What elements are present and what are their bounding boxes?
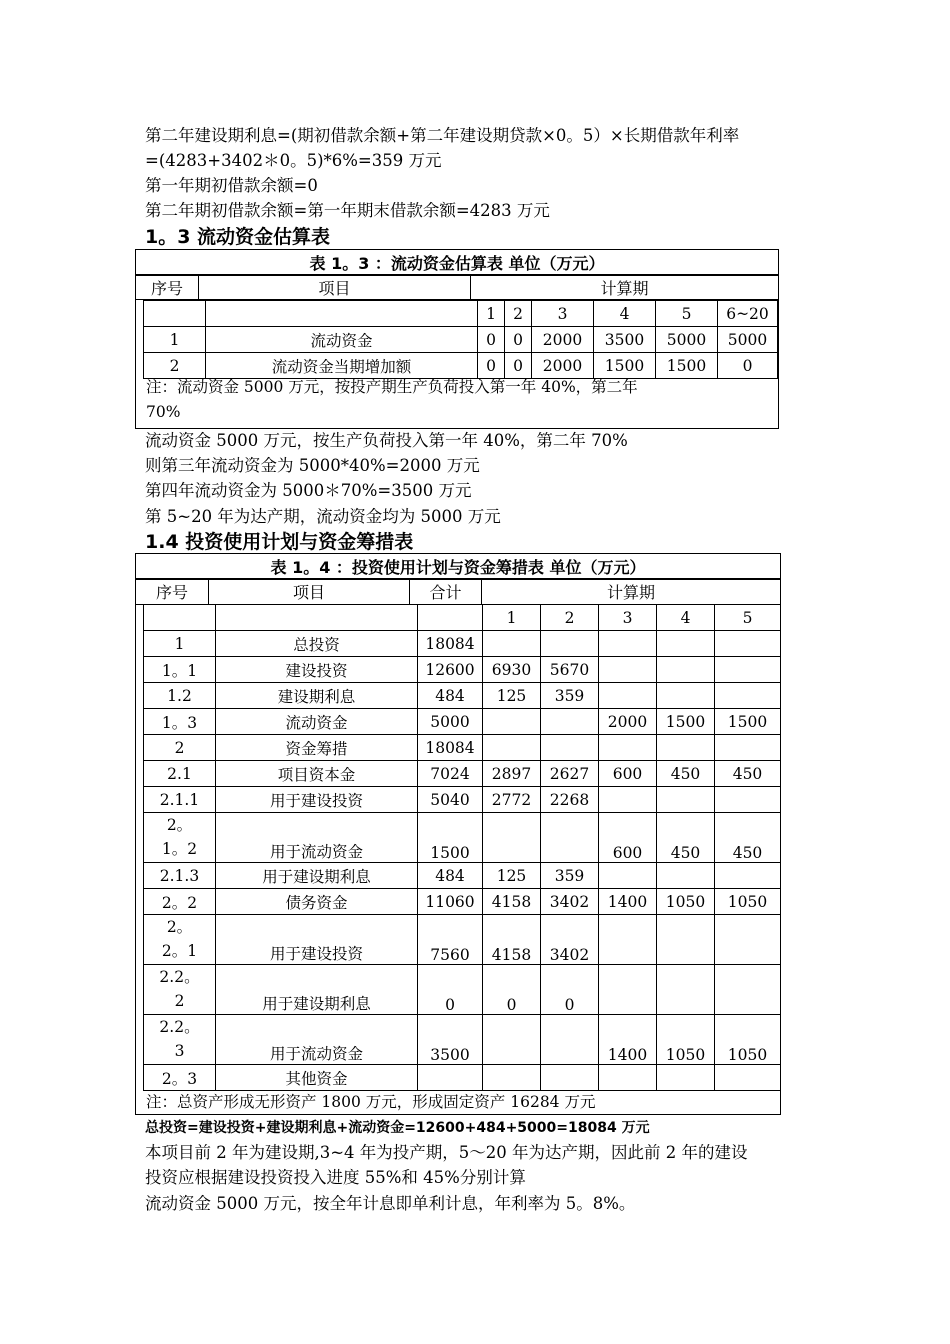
row-value: 5670 — [541, 657, 599, 683]
row-total: 0 — [418, 965, 483, 1015]
row-value: 4158 — [483, 915, 541, 965]
row-item: 用于建设投资 — [216, 787, 418, 813]
table-row — [144, 1065, 781, 1091]
row-value — [715, 631, 781, 657]
row-value — [541, 1065, 599, 1091]
row-value: 1050 — [715, 1015, 781, 1065]
row-value: 450 — [715, 813, 781, 863]
paragraph: 第四年流动资金为 5000＊70%=3500 万元 — [145, 481, 472, 500]
row-value — [657, 657, 715, 683]
row-seq: 2。3 — [144, 1065, 216, 1091]
row-total: 1500 — [418, 813, 483, 863]
table-1-3-body — [143, 300, 778, 379]
row-value: 600 — [599, 813, 657, 863]
row-value — [599, 657, 657, 683]
row-value — [657, 1065, 715, 1091]
row-value — [483, 813, 541, 863]
row-seq: 2 — [144, 735, 216, 761]
paragraph: 投资应根据建设投资投入进度 55%和 45%分别计算 — [145, 1168, 526, 1187]
row-value — [715, 863, 781, 889]
row-total: 7024 — [418, 761, 483, 787]
table-row — [144, 735, 781, 761]
row-value — [541, 813, 599, 863]
table-row: 1 流动资金 0 0 2000 3500 5000 5000 — [144, 327, 778, 353]
row-item: 用于建设期利息 — [216, 863, 418, 889]
row-value — [657, 631, 715, 657]
row-seq: 2。2 — [144, 889, 216, 915]
paragraph: 第二年建设期利息=(期初借款余额+第二年建设期贷款×0。5）×长期借款年利率 — [145, 126, 740, 145]
table-row — [144, 657, 781, 683]
row-value: 6930 — [483, 657, 541, 683]
row-value: 600 — [599, 761, 657, 787]
row-value — [715, 1065, 781, 1091]
row-value — [657, 863, 715, 889]
row-total: 18084 — [418, 631, 483, 657]
row-total: 484 — [418, 863, 483, 889]
table-row: 1 2 3 4 5 6~20 — [144, 301, 778, 327]
table-note: 注：总资产形成无形资产 1800 万元，形成固定资产 16284 万元 — [146, 1093, 596, 1111]
table-1-3-header — [135, 274, 779, 300]
row-value — [483, 735, 541, 761]
paragraph: 流动资金 5000 万元，按全年计息即单利计息，年利率为 5。8%。 — [145, 1194, 636, 1213]
row-value: 1500 — [657, 709, 715, 735]
header-period: 计算期 — [482, 579, 781, 605]
row-value — [599, 1065, 657, 1091]
row-value — [483, 709, 541, 735]
row-seq: 2.1.1 — [144, 787, 216, 813]
row-value: 3402 — [541, 915, 599, 965]
table-row — [144, 889, 781, 915]
table-caption: 表 1。4 ：投资使用计划与资金筹措表 单位（万元） — [270, 558, 646, 577]
header-seq: 序号 — [136, 579, 209, 605]
row-value: 0 — [483, 965, 541, 1015]
row-seq: 1.2 — [144, 683, 216, 709]
row-value — [599, 683, 657, 709]
row-seq: 2。1。2 — [144, 813, 216, 863]
table-1-4-header — [135, 578, 781, 605]
row-item: 其他资金 — [216, 1065, 418, 1091]
row-value — [599, 965, 657, 1015]
row-value — [483, 1015, 541, 1065]
row-value: 0 — [541, 965, 599, 1015]
row-item: 总投资 — [216, 631, 418, 657]
row-seq: 1 — [144, 631, 216, 657]
table-row — [144, 813, 781, 863]
row-item: 用于建设投资 — [216, 915, 418, 965]
row-value — [657, 965, 715, 1015]
paragraph: 本项目前 2 年为建设期,3~4 年为投产期，5～20 年为达产期，因此前 2 年的建设 — [145, 1143, 748, 1162]
row-value — [541, 709, 599, 735]
row-value — [541, 631, 599, 657]
row-value: 4158 — [483, 889, 541, 915]
row-value: 1050 — [657, 889, 715, 915]
row-value — [715, 735, 781, 761]
row-value — [541, 1015, 599, 1065]
paragraph: 流动资金 5000 万元，按生产负荷投入第一年 40%，第二年 70% — [145, 431, 628, 450]
row-value: 450 — [715, 761, 781, 787]
row-seq: 2.2。3 — [144, 1015, 216, 1065]
table-row — [144, 761, 781, 787]
row-value: 1400 — [599, 1015, 657, 1065]
header-seq: 序号 — [136, 275, 199, 300]
row-value — [599, 787, 657, 813]
table-row — [144, 709, 781, 735]
row-item: 建设投资 — [216, 657, 418, 683]
row-value — [657, 735, 715, 761]
table-note: 注：流动资金 5000 万元，按投产期生产负荷投入第一年 40%，第二年 70% — [146, 378, 638, 421]
row-value — [599, 735, 657, 761]
row-value: 1050 — [657, 1015, 715, 1065]
paragraph: 第 5~20 年为达产期，流动资金均为 5000 万元 — [145, 507, 501, 526]
row-value — [715, 787, 781, 813]
row-value: 3402 — [541, 889, 599, 915]
row-item: 用于流动资金 — [216, 1015, 418, 1065]
row-value: 2268 — [541, 787, 599, 813]
row-seq: 2.2。2 — [144, 965, 216, 1015]
bold-formula: 总投资=建设投资+建设期利息+流动资金=12600+484+5000=18084 万元 — [145, 1120, 650, 1136]
row-value — [657, 683, 715, 709]
header-item: 项目 — [209, 579, 410, 605]
table-row — [144, 915, 781, 965]
row-value: 2000 — [599, 709, 657, 735]
row-item: 用于建设期利息 — [216, 965, 418, 1015]
row-value: 125 — [483, 683, 541, 709]
paragraph: 第二年期初借款余额=第一年期末借款余额=4283 万元 — [145, 201, 550, 220]
row-value — [715, 657, 781, 683]
row-total: 5000 — [418, 709, 483, 735]
table-row: 2 流动资金当期增加额 0 0 2000 1500 1500 0 — [144, 353, 778, 379]
row-value: 2897 — [483, 761, 541, 787]
row-item: 债务资金 — [216, 889, 418, 915]
paragraph: =(4283+3402＊0。5)*6%=359 万元 — [145, 151, 442, 170]
paragraph: 则第三年流动资金为 5000*40%=2000 万元 — [145, 456, 480, 475]
row-value — [541, 735, 599, 761]
row-value: 2772 — [483, 787, 541, 813]
row-value: 1050 — [715, 889, 781, 915]
table-row — [144, 1015, 781, 1065]
row-total: 12600 — [418, 657, 483, 683]
row-value — [715, 965, 781, 1015]
row-item: 项目资本金 — [216, 761, 418, 787]
row-value — [657, 915, 715, 965]
table-row — [144, 863, 781, 889]
section-heading: 1.4 投资使用计划与资金筹措表 — [145, 531, 414, 553]
row-value — [715, 915, 781, 965]
row-value: 359 — [541, 683, 599, 709]
section-heading: 1。3 流动资金估算表 — [145, 226, 331, 248]
row-value — [483, 631, 541, 657]
row-value: 2627 — [541, 761, 599, 787]
row-value: 1400 — [599, 889, 657, 915]
table-row — [144, 787, 781, 813]
table-row — [144, 965, 781, 1015]
row-item: 流动资金 — [216, 709, 418, 735]
row-value — [483, 1065, 541, 1091]
row-value — [715, 683, 781, 709]
table-caption: 表 1。3 ：流动资金估算表 单位（万元） — [309, 254, 605, 273]
row-value — [599, 631, 657, 657]
header-item: 项目 — [199, 275, 471, 300]
row-seq: 2.1 — [144, 761, 216, 787]
row-item: 资金筹措 — [216, 735, 418, 761]
row-value: 125 — [483, 863, 541, 889]
table-1-4-body — [143, 604, 781, 1091]
row-value: 359 — [541, 863, 599, 889]
row-total: 5040 — [418, 787, 483, 813]
row-value — [657, 787, 715, 813]
row-value: 1500 — [715, 709, 781, 735]
table-row: 1 2 3 4 5 — [144, 605, 781, 631]
row-total — [418, 1065, 483, 1091]
row-seq: 1。3 — [144, 709, 216, 735]
table-row — [144, 631, 781, 657]
header-total: 合计 — [410, 579, 482, 605]
paragraph: 第一年期初借款余额=0 — [145, 176, 318, 195]
table-row — [144, 683, 781, 709]
row-value — [599, 863, 657, 889]
row-total: 7560 — [418, 915, 483, 965]
header-period: 计算期 — [471, 275, 779, 300]
row-total: 11060 — [418, 889, 483, 915]
row-seq: 1。1 — [144, 657, 216, 683]
row-item: 建设期利息 — [216, 683, 418, 709]
row-total: 3500 — [418, 1015, 483, 1065]
row-total: 484 — [418, 683, 483, 709]
row-seq: 2。2。1 — [144, 915, 216, 965]
row-seq: 2.1.3 — [144, 863, 216, 889]
row-item: 用于流动资金 — [216, 813, 418, 863]
row-value — [599, 915, 657, 965]
row-value: 450 — [657, 813, 715, 863]
row-total: 18084 — [418, 735, 483, 761]
row-value: 450 — [657, 761, 715, 787]
